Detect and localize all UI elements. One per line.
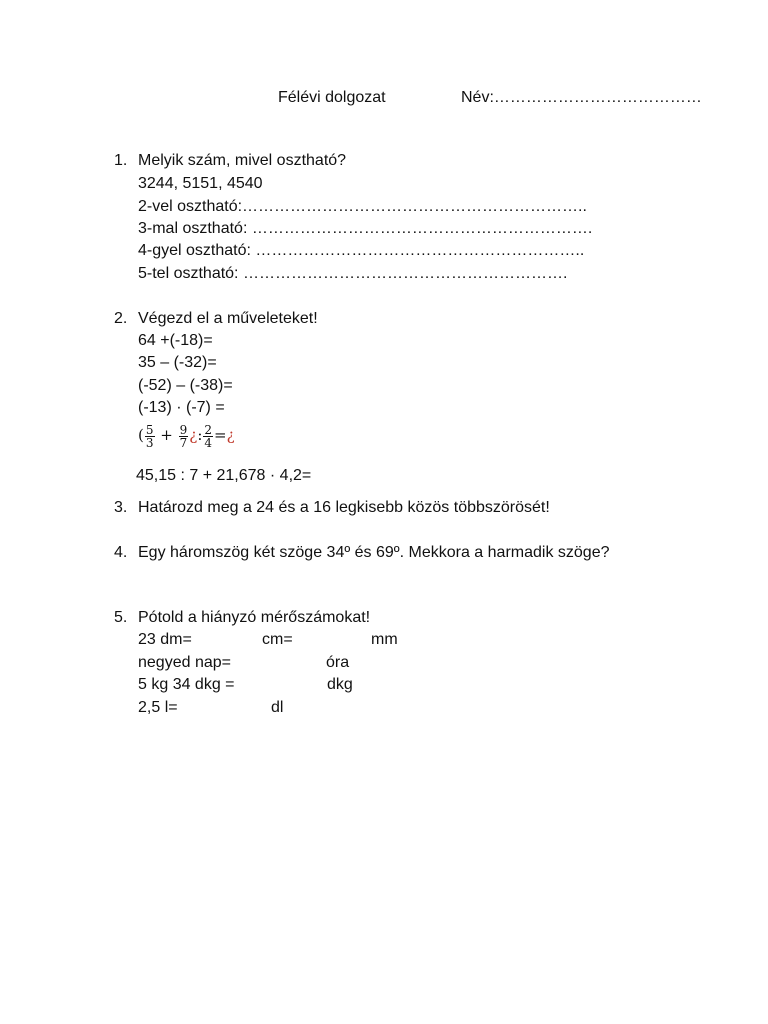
row-2-nap: negyed nap= — [138, 654, 231, 671]
fraction-numerator: 9 — [179, 422, 188, 437]
row-1-mm: mm — [371, 631, 398, 648]
fraction-numerator: 2 — [204, 422, 213, 437]
question-5-number: 5. — [114, 609, 128, 626]
question-2-expr-1: 64 +(-18)= — [138, 332, 213, 349]
question-2-expr-4: (-13) · (-7) = — [138, 399, 225, 416]
question-4-number: 4. — [114, 544, 128, 561]
row-3-kg: 5 kg 34 dkg = — [138, 676, 235, 693]
question-2-prompt: Végezd el a műveleteket! — [138, 310, 318, 327]
question-2-expr-3: (-52) – (-38)= — [138, 377, 233, 394]
name-field: Név:………………………………… — [461, 89, 702, 106]
question-1-line-2: 2-vel osztható:……………………………………………………….. — [138, 198, 587, 215]
open-paren: ( — [138, 426, 144, 444]
question-1-prompt: Melyik szám, mivel osztható? — [138, 152, 347, 169]
question-4-prompt: Egy háromszög két szöge 34º és 69º. Mekkora a harmadik szöge? — [138, 544, 610, 561]
row-3-dkg: dkg — [327, 676, 353, 693]
row-2-ora: óra — [326, 654, 350, 671]
question-2-number: 2. — [114, 310, 128, 327]
row-4-dl: dl — [271, 699, 284, 716]
fraction-denominator: 3 — [145, 435, 154, 450]
question-2-expr-2: 35 – (-32)= — [138, 354, 217, 371]
fraction-5-3 — [145, 424, 155, 449]
fraction-9-7 — [179, 424, 189, 449]
row-1-cm: cm= — [262, 631, 293, 648]
error-mark: ¿ — [226, 426, 235, 444]
question-2-decimal-expr: 45,15 : 7 + 21,678 · 4,2= — [136, 467, 312, 484]
question-5-prompt: Pótold a hiányzó mérőszámokat! — [138, 609, 371, 626]
fraction-denominator: 7 — [179, 435, 188, 450]
plus-sign: + — [160, 426, 173, 444]
question-1-number: 1. — [114, 152, 128, 169]
question-3-prompt: Határozd meg a 24 és a 16 legkisebb közös többszörösét! — [138, 499, 550, 516]
fraction-2-4 — [203, 424, 213, 449]
fraction-denominator: 4 — [204, 435, 213, 450]
row-1-dm: 23 dm= — [138, 631, 192, 648]
equals-sign: = — [214, 426, 227, 444]
fraction-expression — [138, 420, 235, 450]
page-title: Félévi dolgozat — [278, 89, 386, 106]
error-mark: ¿ — [189, 426, 198, 444]
question-1-line-5: 5-tel osztható: ……………………………………………………. — [138, 265, 568, 282]
question-1-line-4: 4-gyel osztható: …………………………………………………….. — [138, 242, 585, 259]
colon-sign: : — [197, 426, 203, 444]
question-1-numbers: 3244, 5151, 4540 — [138, 175, 263, 192]
question-1-line-3: 3-mal osztható: ………………………………………………………. — [138, 220, 593, 237]
row-4-l: 2,5 l= — [138, 699, 178, 716]
fraction-numerator: 5 — [145, 422, 154, 437]
question-3-number: 3. — [114, 499, 128, 516]
